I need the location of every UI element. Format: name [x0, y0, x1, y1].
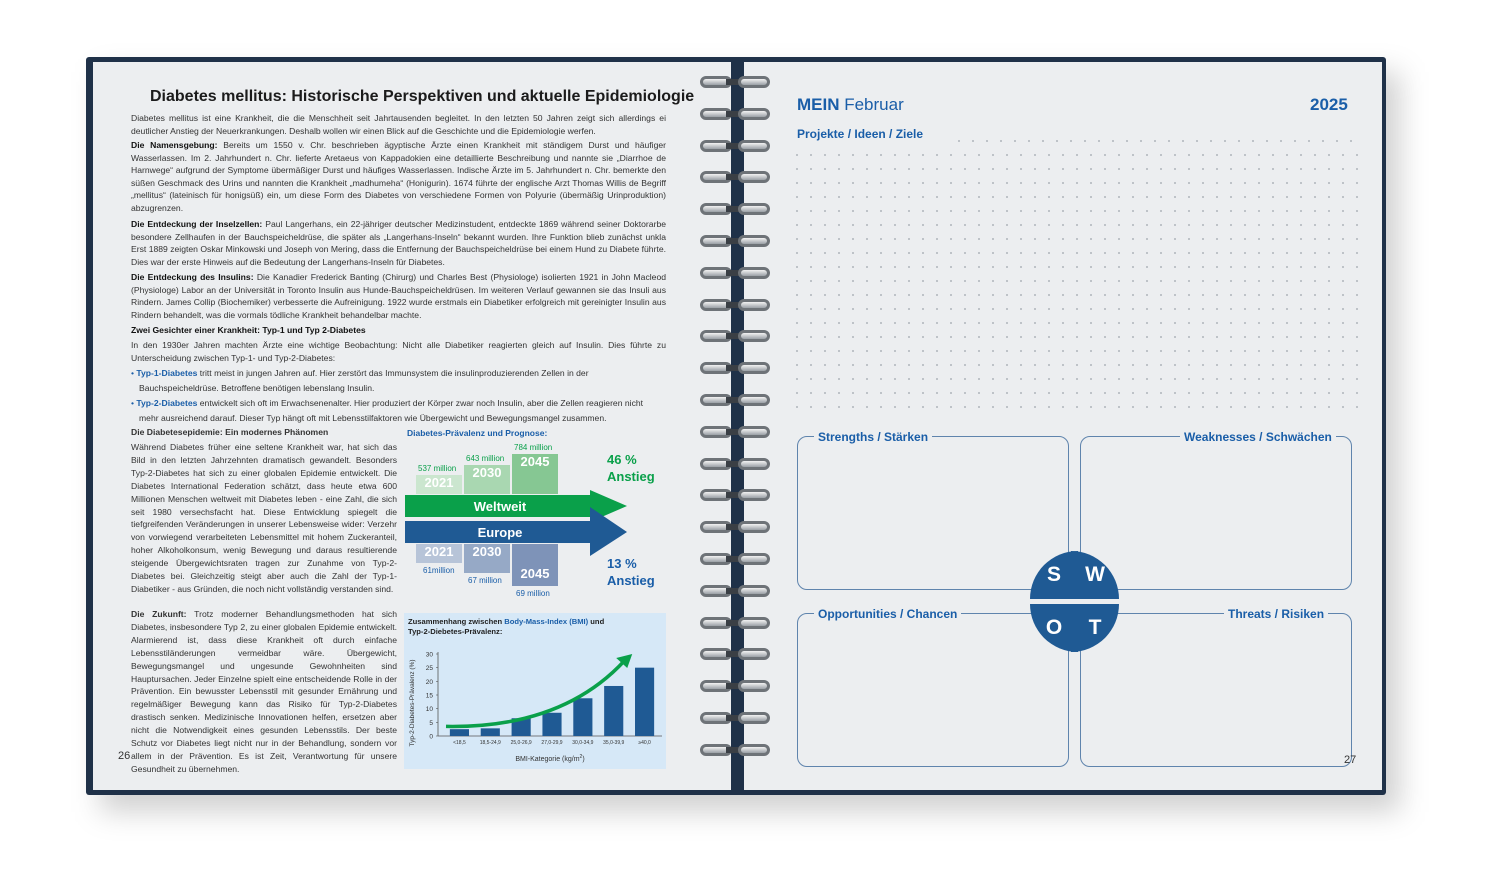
- article-title: Diabetes mellitus: Historische Perspektiven und aktuelle Epidemiologie: [150, 88, 695, 105]
- worldwide-increase: [607, 451, 655, 485]
- bmi-chart-title: [408, 617, 658, 637]
- strengths-label: Strengths / Stärken: [814, 430, 932, 444]
- bar: [542, 713, 561, 736]
- chart-title-highlight: Body-Mass-Index (BMI): [504, 617, 589, 626]
- y-tick-label: 30: [425, 651, 433, 659]
- page-number-right: 27: [1344, 754, 1357, 766]
- europe-2021-value: 61million: [423, 566, 455, 575]
- europe-increase-word: Anstieg: [607, 573, 655, 588]
- section-heading: Die Zukunft:: [131, 609, 187, 619]
- x-tick-label: 30,0-34,9: [572, 740, 594, 746]
- worldwide-label: Weltweit: [473, 499, 527, 514]
- month-name: Februar: [839, 95, 904, 114]
- bar: [604, 686, 623, 736]
- section-heading: Die Namensgebung:: [131, 140, 218, 150]
- bar: [481, 728, 500, 736]
- spiral-ring: [700, 425, 770, 439]
- section-heading: Die Entdeckung der Inselzellen:: [131, 219, 263, 229]
- chart-title-line2: Typ-2-Diebetes-Prävalenz:: [408, 627, 503, 636]
- bar: [450, 729, 469, 736]
- spiral-ring: [700, 616, 770, 630]
- y-tick-label: 10: [425, 706, 433, 714]
- section-text: Trotz moderner Behandlungsmethoden hat sich Diabetes, insbesondere Typ 2, zu einer globalen Epidemie entwickelt. Alarmierend ist, dass diese Krankheit oft durch einfache Lebensstiländerungen vermeidbar wäre. Übergewicht, Bewegungsmangel und ungesunde Gewohnheiten sind Hauptursachen. Jeder Einzelne spielt eine entscheidende Rolle in der Prävention. Ein bewusster Lebensstil mit gesunder Ernährung und regelmäßiger Bewegung kann das Risiko für Typ-2-Diabetes drastisch senken. Medizinische Innovationen helfen, ersetzen aber nicht die Notwendigkeit eines gesunden Lebensstils. Der beste Schutz vor Diabetes liegt nicht nur in der Behandlung, sondern vor allem in der Prävention. Es ist Zeit, Verantwortung für unsere Gesundheit zu übernehmen.: [131, 609, 397, 774]
- worldwide-increase-pct: 46 %: [607, 452, 637, 467]
- worldwide-2045-value: 784 million: [514, 443, 553, 452]
- projects-label: Projekte / Ideen / Ziele: [797, 127, 924, 141]
- bmi-chart: [404, 640, 666, 768]
- threats-box[interactable]: [1080, 613, 1352, 767]
- infographic-title: Diabetes-Prävalenz und Prognose:: [407, 428, 548, 438]
- month-heading: [797, 95, 904, 115]
- swot-letter-s: S: [1030, 551, 1078, 599]
- year-label: 2025: [1310, 95, 1348, 114]
- europe-2021-block: 2021: [416, 544, 462, 563]
- worldwide-2030-value: 643 million: [466, 454, 505, 463]
- spiral-ring: [700, 298, 770, 312]
- worldwide-2030-block: 2030: [464, 465, 510, 494]
- spiral-ring: [700, 329, 770, 343]
- x-tick-label: 35,0-39,9: [603, 740, 625, 746]
- spiral-ring: [700, 202, 770, 216]
- x-tick-label: 18,5-24,9: [479, 740, 501, 746]
- spiral-ring: [700, 743, 770, 757]
- strengths-box[interactable]: [797, 436, 1069, 590]
- spiral-ring: [700, 393, 770, 407]
- dot-grid: [790, 148, 1360, 418]
- y-tick-label: 25: [425, 665, 433, 673]
- europe-2030-block: 2030: [464, 544, 510, 573]
- spiral-ring: [700, 679, 770, 693]
- bar: [573, 698, 592, 736]
- section-namensgebung: [131, 139, 666, 215]
- section-zukunft: [131, 608, 397, 776]
- spiral-ring: [700, 266, 770, 280]
- swot-letter-t: T: [1071, 604, 1119, 652]
- section-text: Die Kanadier Frederick Banting (Chirurg) und Charles Best (Physiologe) isolierten 1921 in John Macleod (Physiologe) Labor an der Universität in Toronto Insulin aus Hunde-Bauchspeicheldrüsen. Im weiteren Verlauf gewannen sie das Insuli aus Rindern. James Collip (Biochemiker) verbesserte die Aufreinigung. 1922 wurde erstmals ein Diabetiker erfolgreich mit gereinigter Insulin aus Rindern behandelt, was die vormals tödliche Krankheit behandelbar machte.: [131, 272, 666, 320]
- spiral-ring: [700, 234, 770, 248]
- spiral-ring: [700, 107, 770, 121]
- trend-arrow: [446, 661, 624, 726]
- weaknesses-box[interactable]: [1080, 436, 1352, 590]
- x-axis-label: BMI-Kategorie $(kg/m^2)$: [515, 754, 585, 763]
- spiral-ring: [700, 711, 770, 725]
- worldwide-increase-word: Anstieg: [607, 469, 655, 484]
- section-text: Paul Langerhans, ein 22-jähriger deutscher Medizinstudent, entdeckte 1869 während seiner Doktorarbe besondere Zellhaufen in der Bauchspeicheldrüse, die später als „Langerhans-Inseln“ bekannt wurden. Ihre Funktion blieb zunächst unkla Erst 1889 zeigten Oskar Minkowski und Joseph von Mering, dass die Entfernung der Bauchspeicheldrüse bei einem Hund zu Diabete führte. Dies war der erste Hinweis auf die Bedeutung der Langerhans-Inseln für Diabetes.: [131, 219, 666, 267]
- chart-title-part: Zusammenhang zwischen: [408, 617, 505, 626]
- mein-label: MEIN: [797, 95, 840, 114]
- bullet-keyword: Typ-1-Diabetes: [136, 368, 198, 378]
- worldwide-2021-value: 537 million: [418, 464, 457, 473]
- page-number-left: 26: [118, 750, 131, 762]
- y-axis-label: Typ-2-Diabetes-Prävalenz (%): [409, 659, 416, 747]
- spiral-ring: [700, 552, 770, 566]
- y-tick-label: 15: [425, 692, 433, 700]
- chart-title-part: und: [588, 617, 605, 626]
- bullet-typ2: • Typ-2-Diabetes entwickelt sich oft im Erwachsenenalter. Hier produziert der Körper zwar noch Insulin, aber die Zellen reagieren nicht mehr ausreichend darauf. Dieser Typ hängt oft mit Lebensstilfaktoren wie Übergewicht und Bewegungsmangel zusammen.: [131, 398, 644, 423]
- worldwide-2021-block: 2021: [416, 475, 462, 494]
- weaknesses-label: Weaknesses / Schwächen: [1180, 430, 1336, 444]
- europe-label: Europe: [477, 525, 523, 540]
- spiral-ring: [700, 488, 770, 502]
- x-tick-label: 27,0-29,9: [541, 740, 563, 746]
- section-inselzellen: [131, 218, 666, 268]
- bullet-continuation: mehr ausreichend darauf. Dieser Typ hängt oft mit Lebensstilfaktoren wie Übergewicht und Bewegungsmangel zusammen.: [139, 413, 607, 423]
- swot-letter-o: O: [1030, 604, 1078, 652]
- europe-increase: [607, 555, 655, 589]
- y-tick-label: 20: [425, 678, 433, 686]
- section-heading: Die Entdeckung des Insulins:: [131, 272, 254, 282]
- x-tick-label: ≥40,0: [638, 740, 651, 746]
- x-tick-label: 25,0-26,9: [510, 740, 532, 746]
- y-tick-label: 0: [429, 733, 433, 741]
- europe-increase-pct: 13 %: [607, 556, 637, 571]
- dot-grid-top: [952, 134, 1360, 148]
- spiral-ring: [700, 520, 770, 534]
- section-typ-text: In den 1930er Jahren machten Ärzte eine wichtige Beobachtung: Nicht alle Diabetiker reagierten gleich auf Insulin. Dies führte zu Unterscheidung zwischen Typ-1- und Typ-2-Diabetes:: [131, 340, 666, 363]
- bar: [635, 668, 654, 736]
- bullet-text: tritt meist in jungen Jahren auf. Hier zerstört das Immunsystem die insulinproduzierenden Zellen in der: [197, 368, 589, 378]
- bullet-typ1: • Typ-1-Diabetes tritt meist in jungen Jahren auf. Hier zerstört das Immunsystem die insulinproduzierenden Zellen in der Bauchspeicheldrüse. Betroffene benötigen lebenslang Insulin.: [131, 368, 589, 393]
- opportunities-label: Opportunities / Chancen: [814, 607, 961, 621]
- spiral-ring: [700, 361, 770, 375]
- section-typ-heading: [131, 324, 666, 337]
- europe-2030-value: 67 million: [468, 576, 502, 585]
- spiral-ring: [700, 647, 770, 661]
- europe-2045-value: 69 million: [516, 589, 550, 598]
- spiral-ring: [700, 584, 770, 598]
- section-insulin: [131, 271, 666, 321]
- threats-label: Threats / Risiken: [1224, 607, 1328, 621]
- x-tick-label: <18,5: [453, 740, 466, 746]
- bullet-text: entwickelt sich oft im Erwachsenenalter. Hier produziert der Körper zwar noch Insulin, aber die Zellen reagieren nicht: [197, 398, 644, 408]
- swot-letter-w: W: [1071, 551, 1119, 599]
- spiral-ring: [700, 457, 770, 471]
- bullet-keyword: Typ-2-Diabetes: [136, 398, 198, 408]
- spiral-ring: [700, 139, 770, 153]
- section-epidemie-text: Während Diabetes früher eine seltene Krankheit war, hat sich das Bild in den letzten Jahrzehnten dramatisch gewandelt. Besonders Typ-2-Diabetes hat sich zu einer globalen Epidemie entwickelt. Die Diabetes International Federation schätzt, dass heute etwa 600 Millionen Menschen weltweit mit Diabetes leben - eine Zahl, die sich seit 1980 versechsfacht hat. Diese Entwicklung spiegelt die tiefgreifenden Veränderungen in unserer Lebensweise wider: Verzehr von vorwiegend verarbeiteten Lebensmittel mit hohem Zuckeranteil, hoher Alkoholkonsum, wenig Bewegung und daraus resultierende steigende Übergewichtsraten tragen zur Zunahme von Typ-2-Diabetes bei. Gleichzeitig steigt aber auch die Zahl der Typ-1-Diabetiker - aus Gründen, die noch nicht vollständig verstanden sind.: [131, 442, 397, 594]
- bullet-continuation: Bauchspeicheldrüse. Betroffene benötigen lebenslang Insulin.: [139, 383, 375, 393]
- spiral-ring: [700, 170, 770, 184]
- section-heading: Die Diabetesepidemie: Ein modernes Phänomen: [131, 427, 329, 437]
- section-epidemie-heading: [131, 426, 397, 439]
- section-text: Bereits um 1550 v. Chr. beschrieben ägyptische Ärzte einen Krankheit mit ständigem Durst und häufiger Wasserlassen. Im 2. Jahrhundert n. Chr. lieferte Aretaeus von Kappadokien eine detaillierte Beschreibung und nannte sie „Diarrhoe de Harnwege“ aufgrund der Symptome übermäßiger Durst und häufiges Wasserlassen. Indische Ärzte im 5. Jahrhundert n. Chr. bemerkte den süßen Geschmack des Urins und nannten die Krankheit „madhumeha“ (Honigurin). 1674 führte der englische Arzt Thomas Willis de Begriff „mellitus“ (lateinisch für honigsüß) ein, um diese Form des Diabetes von verschiedene Formen von Polyurie (übermäßig Urinproduktion) abzugrenzen.: [131, 140, 667, 213]
- europe-2045-block: 2045: [512, 544, 558, 586]
- spiral-binding: [700, 75, 770, 775]
- opportunities-box[interactable]: [797, 613, 1069, 767]
- y-tick-label: 5: [429, 719, 433, 727]
- worldwide-2045-block: 2045: [512, 454, 558, 494]
- intro-paragraph: Diabetes mellitus ist eine Krankheit, die die Menschheit seit Jahrtausenden begleitet. In den letzten 50 Jahren zeigt sich allerdings ei deutlicher Anstieg der Neuerkrankungen. Deshalb wollen wir einen Blick auf die Geschichte und die Epidemiologie werfen.: [131, 113, 666, 136]
- section-heading: Zwei Gesichter einer Krankheit: Typ-1 und Typ 2-Diabetes: [131, 325, 366, 335]
- spiral-ring: [700, 75, 770, 89]
